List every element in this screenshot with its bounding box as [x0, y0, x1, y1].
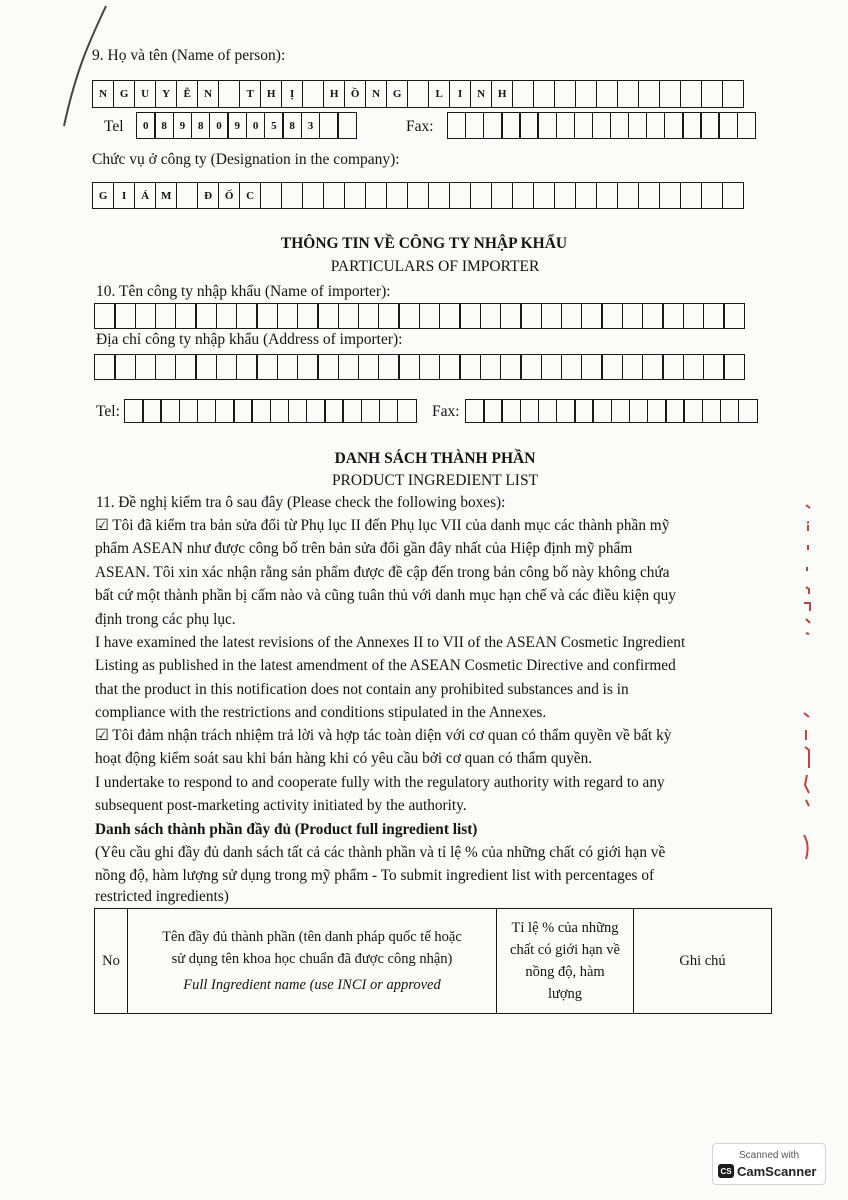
name-char-box[interactable] — [680, 80, 702, 108]
importer-address-box[interactable] — [398, 354, 420, 380]
name-char-box[interactable] — [575, 80, 597, 108]
importer-name-box[interactable] — [398, 303, 420, 329]
name-char-box[interactable] — [659, 80, 681, 108]
name-char-box[interactable] — [701, 80, 723, 108]
full-list-note-line: (Yêu cầu ghi đầy đủ danh sách tất cả các thành phần và tỉ lệ % của những chất có giới hạn về — [95, 844, 666, 861]
checkbox-2[interactable]: ☑ — [95, 727, 109, 744]
check1-vi-block — [95, 514, 676, 631]
ingredients-title-en: PRODUCT INGREDIENT LIST — [331, 472, 539, 489]
fax-digit-box[interactable] — [465, 112, 484, 139]
importer-name-box[interactable] — [480, 303, 502, 329]
col-pct-header — [497, 909, 634, 1014]
designation-char-box[interactable]: C — [239, 182, 261, 209]
importer-fax-box[interactable] — [665, 399, 685, 423]
col-note-header: Ghi chú — [634, 909, 772, 1014]
check1-en-line: that the product in this notification does not contain any prohibited substances and is in — [95, 680, 629, 698]
ingredients-title-vi: DANH SÁCH THÀNH PHẦN — [334, 450, 536, 467]
name-char-box[interactable] — [218, 80, 240, 108]
importer-address-box[interactable] — [338, 354, 360, 380]
importer-name-box[interactable] — [378, 303, 400, 329]
designation-char-box[interactable] — [470, 182, 492, 209]
importer-name-box[interactable] — [500, 303, 522, 329]
designation-char-box[interactable] — [323, 182, 345, 209]
check2-vi-line: hoạt động kiểm soát sau khi bán hàng khi có yêu cầu bởi cơ quan có thẩm quyền. — [95, 750, 593, 768]
fax-digit-box[interactable] — [483, 112, 502, 139]
importer-address-box[interactable] — [642, 354, 664, 380]
col-name-line: sử dụng tên khoa học chuẩn đã được công nhận) — [171, 951, 453, 967]
importer-name-box[interactable] — [642, 303, 664, 329]
importer-address-label: Địa chỉ công ty nhập khẩu (Address of importer): — [96, 331, 403, 348]
check1-vi-line: ASEAN. Tôi xin xác nhận rằng sản phẩm được đề cập đến trong bản công bố này không chứa — [95, 563, 670, 581]
importer-fax-box[interactable] — [538, 399, 558, 423]
importer-fax-box[interactable] — [574, 399, 594, 423]
fax-digit-box[interactable] — [646, 112, 665, 139]
fax-digit-box[interactable] — [628, 112, 647, 139]
tel-boxes[interactable] — [136, 112, 356, 139]
designation-char-box[interactable] — [491, 182, 513, 209]
check-instruction: 11. Đề nghị kiểm tra ô sau đây (Please check the following boxes): — [96, 494, 506, 511]
tel-digit-box[interactable]: 0 — [209, 112, 229, 139]
tel-digit-box[interactable]: 5 — [264, 112, 284, 139]
importer-fax-box[interactable] — [647, 399, 667, 423]
fax-digit-box[interactable] — [682, 112, 701, 139]
importer-name-box[interactable] — [662, 303, 684, 329]
importer-name-boxes[interactable] — [94, 303, 744, 329]
check1-en-block — [95, 631, 685, 725]
designation-char-box[interactable] — [407, 182, 429, 209]
name-char-box[interactable]: Y — [155, 80, 177, 108]
importer-fax-box[interactable] — [629, 399, 649, 423]
tel-label: Tel — [104, 118, 124, 135]
importer-address-box[interactable] — [175, 354, 197, 380]
importer-tel-box[interactable] — [342, 399, 362, 423]
designation-char-box[interactable] — [659, 182, 681, 209]
tel-digit-box[interactable]: 0 — [136, 112, 156, 139]
importer-fax-label: Fax: — [432, 403, 460, 420]
tel-digit-box[interactable]: 0 — [246, 112, 266, 139]
importer-name-box[interactable] — [723, 303, 745, 329]
designation-char-box[interactable] — [260, 182, 282, 209]
full-list-note-line: restricted ingredients) — [95, 887, 229, 905]
fax-digit-box[interactable] — [737, 112, 756, 139]
importer-address-box[interactable] — [216, 354, 238, 380]
tel-digit-box[interactable]: 8 — [191, 112, 211, 139]
fax-digit-box[interactable] — [501, 112, 520, 139]
check2-en-line: I undertake to respond to and cooperate fully with the regulatory authority with regard to any — [95, 773, 665, 791]
importer-tel-box[interactable] — [197, 399, 217, 423]
importer-address-box[interactable] — [114, 354, 136, 380]
importer-name-box[interactable] — [541, 303, 563, 329]
importer-fax-box[interactable] — [483, 399, 503, 423]
check2-block — [95, 724, 671, 818]
col-pct-line: Tỉ lệ % của những — [511, 920, 619, 936]
designation-char-box[interactable] — [596, 182, 618, 209]
fax-digit-box[interactable] — [592, 112, 611, 139]
importer-fax-box[interactable] — [465, 399, 485, 423]
watermark-line1: Scanned with — [738, 1150, 800, 1161]
name-char-box[interactable]: Ị — [281, 80, 303, 108]
name-char-box[interactable]: H — [491, 80, 513, 108]
importer-tel-box[interactable] — [361, 399, 381, 423]
table-header-row — [95, 909, 772, 1014]
name-char-box[interactable]: N — [470, 80, 492, 108]
tel-digit-box[interactable]: 3 — [301, 112, 321, 139]
importer-address-box[interactable] — [561, 354, 583, 380]
importer-tel-box[interactable] — [251, 399, 271, 423]
importer-address-box[interactable] — [662, 354, 684, 380]
designation-char-box[interactable]: Đ — [197, 182, 219, 209]
importer-address-box[interactable] — [601, 354, 623, 380]
check2-en-line: subsequent post-marketing activity initiated by the authority. — [95, 797, 467, 815]
importer-name-box[interactable] — [277, 303, 299, 329]
designation-char-box[interactable] — [638, 182, 660, 209]
importer-tel-box[interactable] — [379, 399, 399, 423]
importer-address-box[interactable] — [439, 354, 461, 380]
col-pct-line: nồng độ, hàm — [525, 964, 605, 980]
fax-label: Fax: — [406, 118, 434, 135]
designation-char-box[interactable] — [365, 182, 387, 209]
stamp-marks — [794, 495, 824, 875]
importer-tel-box[interactable] — [324, 399, 344, 423]
importer-tel-box[interactable] — [397, 399, 417, 423]
importer-name-box[interactable] — [601, 303, 623, 329]
designation-char-box[interactable]: G — [92, 182, 114, 209]
camscanner-logo-icon: CS — [718, 1164, 734, 1178]
designation-char-box[interactable] — [575, 182, 597, 209]
importer-fax-box[interactable] — [683, 399, 703, 423]
designation-char-box[interactable] — [617, 182, 639, 209]
designation-char-box[interactable] — [512, 182, 534, 209]
name-char-box[interactable]: I — [449, 80, 471, 108]
importer-fax-box[interactable] — [520, 399, 540, 423]
designation-char-box[interactable]: I — [113, 182, 135, 209]
importer-name-box[interactable] — [236, 303, 258, 329]
tel-digit-box[interactable]: 8 — [282, 112, 302, 139]
check1-en-line: compliance with the restrictions and conditions stipulated in the Annexes. — [95, 704, 547, 722]
tel-digit-box[interactable]: 9 — [173, 112, 193, 139]
person-name-boxes[interactable] — [92, 80, 743, 108]
importer-fax-box[interactable] — [501, 399, 521, 423]
importer-fax-box[interactable] — [720, 399, 740, 423]
fax-digit-box[interactable] — [519, 112, 538, 139]
designation-char-box[interactable] — [428, 182, 450, 209]
designation-label: Chức vụ ở công ty (Designation in the company): — [92, 151, 400, 168]
importer-tel-box[interactable] — [306, 399, 326, 423]
name-char-box[interactable]: U — [134, 80, 156, 108]
importer-fax-box[interactable] — [738, 399, 758, 423]
importer-name-box[interactable] — [135, 303, 157, 329]
col-name-header — [128, 909, 497, 1014]
designation-char-box[interactable] — [701, 182, 723, 209]
designation-char-box[interactable] — [386, 182, 408, 209]
importer-name-box[interactable] — [358, 303, 380, 329]
importer-tel-box[interactable] — [124, 399, 144, 423]
name-char-box[interactable] — [596, 80, 618, 108]
designation-char-box[interactable]: Á — [134, 182, 156, 209]
importer-tel-box[interactable] — [142, 399, 162, 423]
designation-char-box[interactable] — [680, 182, 702, 209]
tel-digit-box[interactable] — [319, 112, 339, 139]
fax-boxes[interactable] — [447, 112, 755, 139]
designation-char-box[interactable]: Ố — [218, 182, 240, 209]
fax-digit-box[interactable] — [556, 112, 575, 139]
name-char-box[interactable]: G — [386, 80, 408, 108]
importer-name-box[interactable] — [439, 303, 461, 329]
importer-address-box[interactable] — [236, 354, 258, 380]
importer-address-box[interactable] — [500, 354, 522, 380]
name-char-box[interactable]: H — [323, 80, 345, 108]
designation-char-box[interactable] — [281, 182, 303, 209]
importer-title-en: PARTICULARS OF IMPORTER — [330, 258, 540, 275]
watermark-line2: CamScanner — [737, 1164, 817, 1179]
name-char-box[interactable] — [722, 80, 744, 108]
name-char-box[interactable] — [554, 80, 576, 108]
importer-tel-box[interactable] — [179, 399, 199, 423]
importer-address-boxes[interactable] — [94, 354, 744, 380]
tel-digit-box[interactable]: 9 — [227, 112, 247, 139]
designation-char-box[interactable] — [722, 182, 744, 209]
importer-name-box[interactable] — [256, 303, 278, 329]
col-name-line: Tên đầy đủ thành phần (tên danh pháp quốc tế hoặc — [162, 929, 462, 945]
importer-name-box[interactable] — [419, 303, 441, 329]
importer-name-box[interactable] — [155, 303, 177, 329]
importer-name-box[interactable] — [338, 303, 360, 329]
check1-en-line: Listing as published in the latest amendment of the ASEAN Cosmetic Directive and confirmed — [95, 657, 676, 675]
designation-boxes[interactable] — [92, 182, 743, 209]
tel-digit-box[interactable]: 8 — [154, 112, 174, 139]
name-char-box[interactable] — [533, 80, 555, 108]
importer-address-box[interactable] — [135, 354, 157, 380]
importer-name-box[interactable] — [683, 303, 705, 329]
ingredient-table — [94, 908, 772, 1014]
importer-fax-boxes[interactable] — [465, 399, 756, 423]
importer-address-box[interactable] — [683, 354, 705, 380]
importer-tel-box[interactable] — [215, 399, 235, 423]
importer-fax-box[interactable] — [592, 399, 612, 423]
fax-digit-box[interactable] — [664, 112, 683, 139]
importer-tel-box[interactable] — [270, 399, 290, 423]
name-char-box[interactable]: N — [365, 80, 387, 108]
importer-address-box[interactable] — [520, 354, 542, 380]
fax-digit-box[interactable] — [447, 112, 466, 139]
importer-name-box[interactable] — [459, 303, 481, 329]
fax-digit-box[interactable] — [574, 112, 593, 139]
importer-name-box[interactable] — [703, 303, 725, 329]
importer-tel-box[interactable] — [160, 399, 180, 423]
importer-address-box[interactable] — [703, 354, 725, 380]
name-char-box[interactable]: N — [197, 80, 219, 108]
check1-en-line: I have examined the latest revisions of the Annexes II to VII of the ASEAN Cosmetic Ingredient — [95, 634, 686, 651]
fax-digit-box[interactable] — [537, 112, 556, 139]
check1-vi-line: bất cứ một thành phần bị cấm nào và cũng tuân thủ với danh mục hạn chế và các điều kiện quy — [95, 587, 676, 605]
importer-name-label: 10. Tên công ty nhập khẩu (Name of importer): — [96, 283, 391, 300]
col-no-header: No — [95, 909, 128, 1014]
camscanner-watermark — [712, 1143, 826, 1185]
importer-name-box[interactable] — [561, 303, 583, 329]
importer-name-box[interactable] — [622, 303, 644, 329]
importer-address-box[interactable] — [277, 354, 299, 380]
importer-address-box[interactable] — [723, 354, 745, 380]
importer-name-box[interactable] — [297, 303, 319, 329]
scan-edge-line — [28, 0, 108, 130]
check1-vi-line: định trong các phụ lục. — [95, 610, 236, 628]
importer-fax-box[interactable] — [611, 399, 631, 423]
name-char-box[interactable] — [407, 80, 429, 108]
importer-address-box[interactable] — [419, 354, 441, 380]
name-char-box[interactable] — [512, 80, 534, 108]
full-list-heading: Danh sách thành phần đầy đủ (Product full ingredient list) — [95, 821, 478, 838]
name-char-box[interactable]: Ồ — [344, 80, 366, 108]
designation-char-box[interactable] — [344, 182, 366, 209]
importer-tel-box[interactable] — [288, 399, 308, 423]
designation-char-box[interactable] — [533, 182, 555, 209]
importer-tel-label: Tel: — [96, 403, 120, 420]
name-char-box[interactable] — [302, 80, 324, 108]
name-char-box[interactable]: H — [260, 80, 282, 108]
tel-digit-box[interactable] — [337, 112, 357, 139]
importer-name-box[interactable] — [520, 303, 542, 329]
name-char-box[interactable]: G — [113, 80, 135, 108]
designation-char-box[interactable] — [449, 182, 471, 209]
importer-tel-box[interactable] — [233, 399, 253, 423]
name-char-box[interactable] — [638, 80, 660, 108]
importer-address-box[interactable] — [195, 354, 217, 380]
importer-address-box[interactable] — [581, 354, 603, 380]
importer-tel-boxes[interactable] — [124, 399, 415, 423]
name-char-box[interactable] — [617, 80, 639, 108]
designation-char-box[interactable]: M — [155, 182, 177, 209]
col-pct-line: chất có giới hạn về — [510, 942, 620, 958]
importer-address-box[interactable] — [256, 354, 278, 380]
importer-address-box[interactable] — [358, 354, 380, 380]
importer-address-box[interactable] — [94, 354, 116, 380]
check1-vi-line: Tôi đã kiểm tra bản sửa đổi từ Phụ lục II đến Phụ lục VII của danh mục các thành phần mỹ — [112, 517, 670, 534]
full-list-note — [95, 841, 665, 908]
importer-name-box[interactable] — [216, 303, 238, 329]
importer-address-box[interactable] — [297, 354, 319, 380]
importer-name-box[interactable] — [114, 303, 136, 329]
importer-name-box[interactable] — [94, 303, 116, 329]
designation-char-box[interactable] — [302, 182, 324, 209]
importer-name-box[interactable] — [581, 303, 603, 329]
importer-address-box[interactable] — [622, 354, 644, 380]
importer-fax-box[interactable] — [702, 399, 722, 423]
col-pct-line: lượng — [547, 986, 583, 1002]
importer-address-box[interactable] — [541, 354, 563, 380]
importer-address-box[interactable] — [480, 354, 502, 380]
name-char-box[interactable]: L — [428, 80, 450, 108]
name-char-box[interactable]: Ễ — [176, 80, 198, 108]
name-char-box[interactable]: T — [239, 80, 261, 108]
fax-digit-box[interactable] — [700, 112, 719, 139]
importer-fax-box[interactable] — [556, 399, 576, 423]
person-label: 9. Họ và tên (Name of person): — [92, 47, 286, 64]
importer-address-box[interactable] — [155, 354, 177, 380]
fax-digit-box[interactable] — [610, 112, 629, 139]
importer-name-box[interactable] — [317, 303, 339, 329]
fax-digit-box[interactable] — [718, 112, 737, 139]
checkbox-1[interactable]: ☑ — [95, 517, 109, 534]
col-name-en: Full Ingredient name (use INCI or approved — [183, 977, 441, 993]
name-char-box[interactable]: N — [92, 80, 114, 108]
check2-vi-line: Tôi đảm nhận trách nhiệm trả lời và hợp tác toàn diện với cơ quan có thẩm quyền về bất kỳ — [112, 727, 672, 744]
importer-title-vi: THÔNG TIN VỀ CÔNG TY NHẬP KHẨU — [280, 235, 568, 252]
importer-name-box[interactable] — [175, 303, 197, 329]
importer-address-box[interactable] — [317, 354, 339, 380]
importer-name-box[interactable] — [195, 303, 217, 329]
importer-address-box[interactable] — [459, 354, 481, 380]
full-list-note-line: nồng độ, hàm lượng sử dụng trong mỹ phẩm - To submit ingredient list with percentages of — [95, 867, 655, 885]
designation-char-box[interactable] — [554, 182, 576, 209]
importer-address-box[interactable] — [378, 354, 400, 380]
check1-vi-line: phẩm ASEAN như được công bố trên bản sửa đổi gần đây nhất của Hiệp định mỹ phẩm — [95, 540, 633, 558]
designation-char-box[interactable] — [176, 182, 198, 209]
